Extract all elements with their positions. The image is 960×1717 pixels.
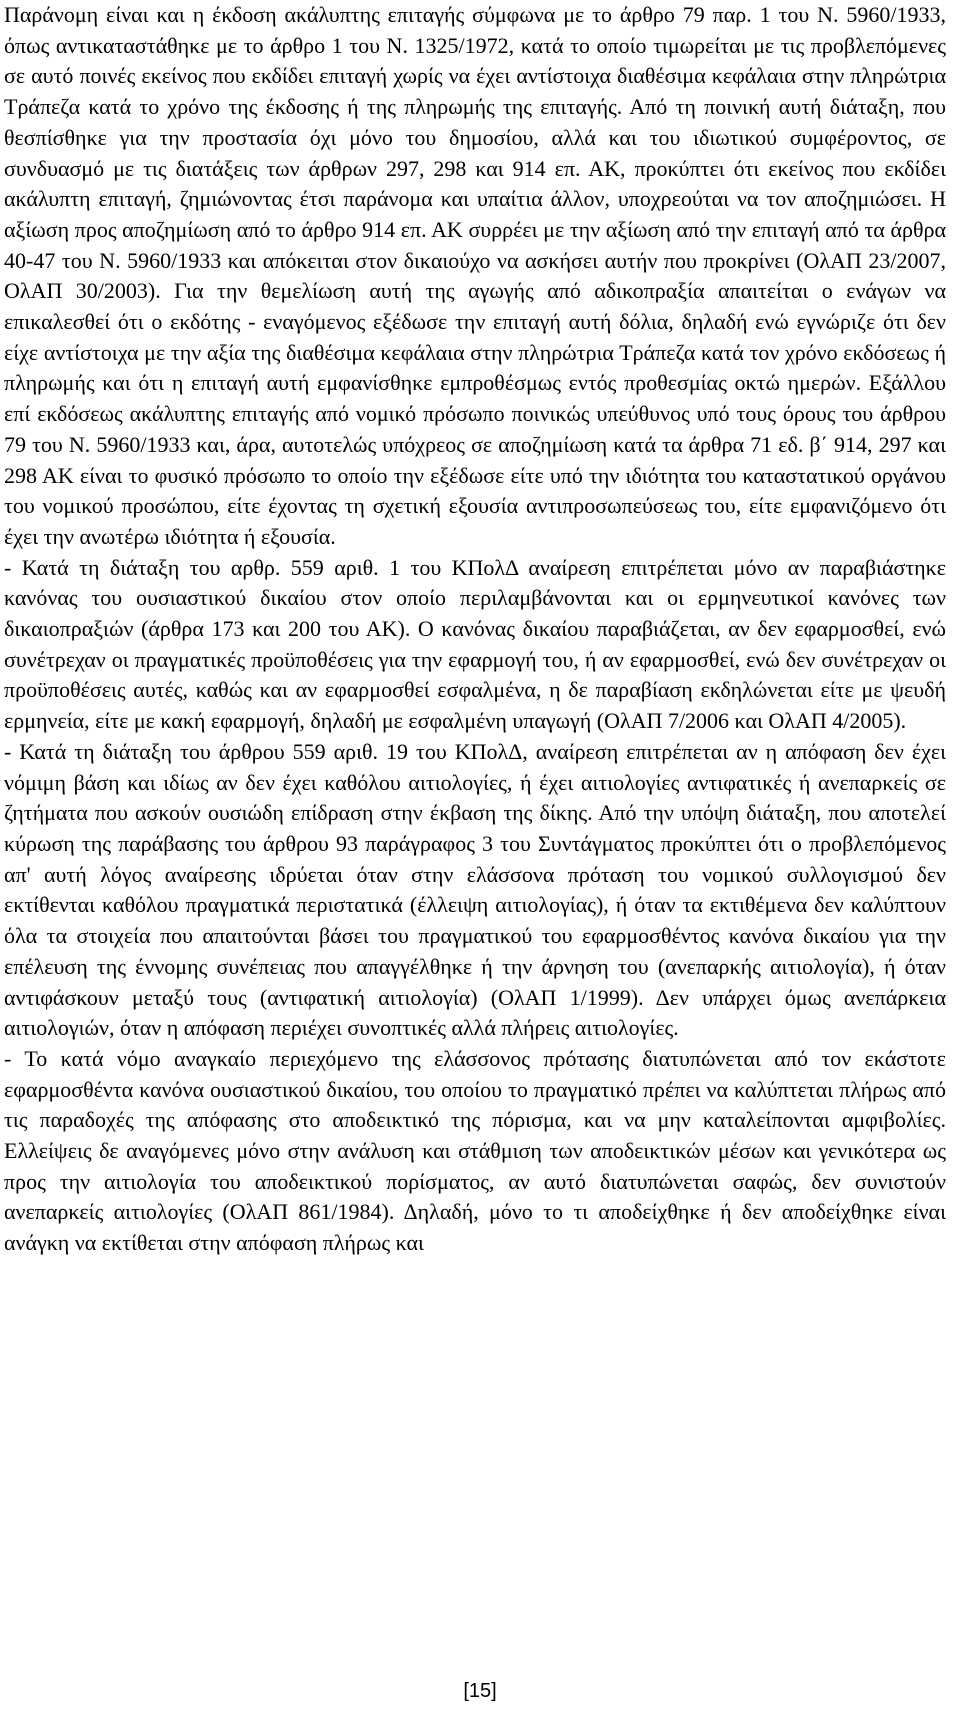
paragraph-minor-premise: - Το κατά νόμο αναγκαίο περιεχόμενο της ελάσσονος πρότασης διατυπώνεται από τον εκάστοτε εφαρμοσθέντα κανόνα ουσιαστικού δικαίου, του οποίου το πραγματικό πρέπει να καλύπτεται πλήρως από τις παραδοχές της απόφασης στο αποδεικτικό της πόρισμα, και να μην καταλείπονται αμφιβολίες. Ελλείψεις δε αναγόμενες μόνο στην ανάλυση και στάθμιση των αποδεικτικών μέσων και γενικότερα ως προς την αιτιολογία του αποδεικτικού πορίσματος, αν αυτό διατυπώνεται σαφώς, δεν συνιστούν ανεπαρκείς αιτιολογίες (ΟλΑΠ 861/1984). Δηλαδή, μόνο το τι αποδείχθηκε ή δεν αποδείχθηκε είναι ανάγκη να εκτίθεται στην απόφαση πλήρως και: [4, 1045, 946, 1256]
page-number: [15]: [463, 1680, 497, 1702]
paragraph-bounced-cheque: Παράνομη είναι και η έκδοση ακάλυπτης επιταγής σύμφωνα με το άρθρο 79 παρ. 1 του Ν. 5960/1933, όπως αντικαταστάθηκε με το άρθρο 1 του Ν. 1325/1972, κατά το οποίο τιμωρείται με τις προβλεπόμενες σε αυτό ποινές εκείνος που εκδίδει επιταγή χωρίς να έχει αντίστοιχα διαθέσιμα κεφάλαια στην πληρώτρια Τράπεζα κατά το χρόνο της έκδοσης ή της πληρωμής της επιταγής. Από τη ποινική αυτή διάταξη, που θεσπίσθηκε για την προστασία όχι μόνο του δημοσίου, αλλά και του ιδιωτικού συμφέροντος, σε συνδυασμό με τις διατάξεις των άρθρων 297, 298 και 914 επ. ΑΚ, προκύπτει ότι εκείνος που εκδίδει ακάλυπτη επιταγή, ζημιώνοντας έτσι παράνομα και υπαίτια άλλον, υποχρεούται να τον αποζημιώσει. Η αξίωση προς αποζημίωση από το άρθρο 914 επ. ΑΚ συρρέει με την αξίωση από την επιταγή από τα άρθρα 40-47 του Ν. 5960/1933 και απόκειται στον δικαιούχο να ασκήσει αυτήν που προκρίνει (ΟλΑΠ 23/2007, ΟλΑΠ 30/2003). Για την θεμελίωση αυτή της αγωγής από αδικοπραξία απαιτείται ο ενάγων να επικαλεσθεί ότι ο εκδότης - εναγόμενος εξέδωσε την επιταγή αυτή δόλια, δηλαδή ενώ εγνώριζε ότι δεν είχε αντίστοιχα με την αξία της διαθέσιμα κεφάλαια στην πληρώτρια Τράπεζα κατά τον χρόνο εκδόσεως ή πληρωμής και ότι η επιταγή αυτή εμφανίσθηκε εμπροθέσμως εντός προθεσμίας οκτώ ημερών. Εξάλλου επί εκδόσεως ακάλυπτης επιταγής από νομικό πρόσωπο ποινικώς υπεύθυνος υπό τους όρους του άρθρου 79 του Ν. 5960/1933 και, άρα, αυτοτελώς υπόχρεος σε αποζημίωση κατά τα άρθρα 71 εδ. β΄ 914, 297 και 298 ΑΚ είναι το φυσικό πρόσωπο το οποίο την εξέδωσε είτε υπό την ιδιότητα του καταστατικού οργάνου του νομικού προσώπου, είτε έχοντας τη σχετική εξουσία αντιπροσωπεύσεως του, είτε εμφανιζόμενο ότι έχει την ανωτέρω ιδιότητα ή εξουσία.: [4, 2, 946, 549]
document-body: [4, 0, 946, 1259]
paragraph-article-559-19: - Κατά τη διάταξη του άρθρου 559 αριθ. 19 του ΚΠολΔ, αναίρεση επιτρέπεται αν η απόφαση δεν έχει νόμιμη βάση και ιδίως αν δεν έχει καθόλου αιτιολογίες, ή έχει αιτιολογίες αντιφατικές ή ανεπαρκείς σε ζητήματα που ασκούν ουσιώδη επίδραση στην έκβαση της δίκης. Από την υπόψη διάταξη, που αποτελεί κύρωση της παράβασης του άρθρου 93 παράγραφος 3 του Συντάγματος προκύπτει ότι ο προβλεπόμενος απ' αυτή λόγος αναίρεσης ιδρύεται όταν στην ελάσσονα πρόταση του νομικού συλλογισμού δεν εκτίθενται καθόλου πραγματικά περιστατικά (έλλειψη αιτιολογίας), ή όταν τα εκτιθέμενα δεν καλύπτουν όλα τα στοιχεία που απαιτούνται βάσει του πραγματικού του εφαρμοσθέντος κανόνα δικαίου για την επέλευση της έννομης συνέπειας που απαγγέλθηκε ή την άρνηση του (ανεπαρκής αιτιολογία), ή όταν αντιφάσκουν μεταξύ τους (αντιφατική αιτιολογία) (ΟλΑΠ 1/1999). Δεν υπάρχει όμως ανεπάρκεια αιτιολογιών, όταν η απόφαση περιέχει συνοπτικές αλλά πλήρεις αιτιολογίες.: [4, 738, 946, 1041]
paragraph-article-559-1: - Κατά τη διάταξη του αρθρ. 559 αριθ. 1 του ΚΠολΔ αναίρεση επιτρέπεται μόνο αν παραβιάστηκε κανόνας του ουσιαστικού δικαίου στον οποίο περιλαμβάνονται και οι ερμηνευτικοί κανόνες των δικαιοπραξιών (άρθρα 173 και 200 του ΑΚ). Ο κανόνας δικαίου παραβιάζεται, αν δεν εφαρμοσθεί, ενώ συνέτρεχαν οι πραγματικές προϋποθέσεις για την εφαρμογή του, ή αν εφαρμοσθεί, ενώ δεν συνέτρεχαν οι προϋποθέσεις αυτές, καθώς και αν εφαρμοσθεί εσφαλμένα, η δε παραβίαση εκδηλώνεται είτε με ψευδή ερμηνεία, είτε με κακή εφαρμογή, δηλαδή με εσφαλμένη υπαγωγή (ΟλΑΠ 7/2006 και ΟλΑΠ 4/2005).: [4, 554, 946, 734]
